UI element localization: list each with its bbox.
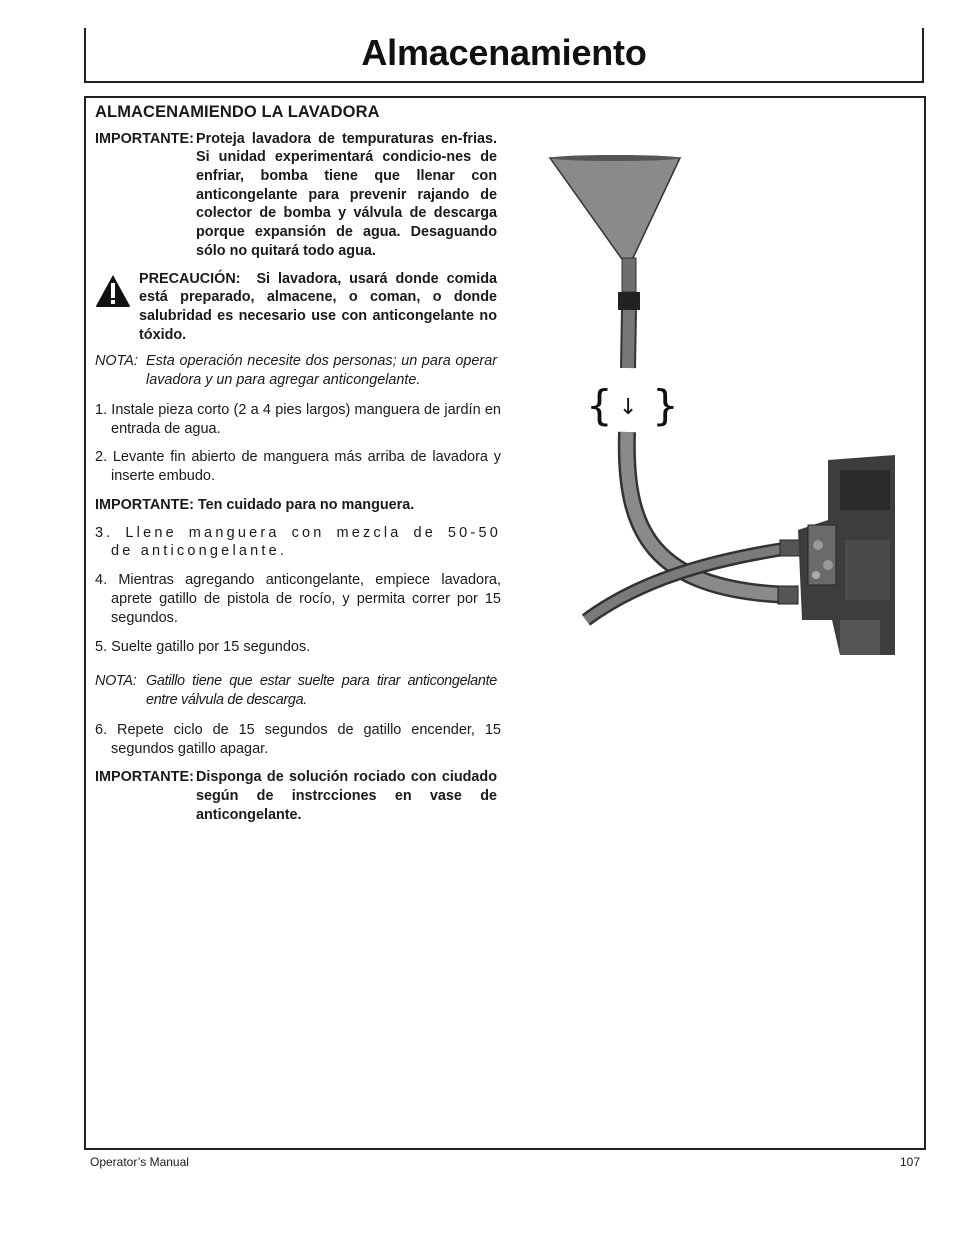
- step-5: 5. Suelte gatillo por 15 segundos.: [95, 638, 311, 655]
- note-2: [95, 672, 497, 709]
- important-text: Proteja lavadora de tempuraturas en-frias. Si unidad experimentará condicio-nes de enfriar, bomba tiene que llenar con anticongelante para prevenir rajando de colector de bomba y válvula de descarga porque expansión de agua. Desaguando sólo no quitará todo agua.: [196, 130, 497, 259]
- important-notice-3: [95, 768, 497, 824]
- header-box: [84, 28, 924, 83]
- important-text: Ten cuidado para no manguera.: [197, 496, 415, 513]
- note-text: Gatillo tiene que estar suelte para tirar anticongelante entre válvula de descarga.: [146, 673, 497, 709]
- funnel-hose-illustration: [540, 150, 900, 660]
- important-notice-1: [95, 130, 497, 261]
- note-label: NOTA:: [95, 353, 138, 370]
- important-label: IMPORTANTE:: [95, 769, 194, 786]
- step-3: 3. Llene manguera con mezcla de 50-50 de anticongelante.: [95, 524, 501, 560]
- step-2: 2. Levante fin abierto de manguera más arriba de lavadora y inserte embudo.: [95, 449, 501, 485]
- important-notice-2: [95, 496, 497, 515]
- page-number: 107: [899, 1155, 920, 1169]
- important-label: IMPORTANTE:: [95, 496, 194, 513]
- svg-text:↓: ↓: [619, 395, 638, 420]
- caution-text-block: [139, 270, 497, 345]
- step-4: 4. Mientras agregando anticongelante, empiece lavadora, aprete gatillo de pistola de rocío, y permita correr por 15 segundos.: [95, 572, 501, 626]
- caution-label: PRECAUCIÓN:: [139, 270, 241, 287]
- svg-text:}: }: [652, 381, 679, 430]
- warning-triangle-icon: [95, 270, 139, 345]
- footer-manual-label: Operator’s Manual: [90, 1155, 189, 1169]
- step-1: 1. Instale pieza corto (2 a 4 pies largos) manguera de jardín en entrada de agua.: [95, 401, 501, 437]
- step-6: 6. Repete ciclo de 15 segundos de gatillo encender, 15 segundos gatillo apagar.: [95, 721, 501, 757]
- note-1: [95, 352, 497, 389]
- note-label: NOTA:: [95, 673, 137, 690]
- note-text: Esta operación necesite dos personas; un para operar lavadora y un para agregar anticongelante.: [146, 353, 497, 389]
- caution-block: [95, 270, 497, 345]
- content-column: [95, 103, 501, 834]
- caution-text: Si lavadora, usará donde comida está preparado, almacene, o coman, o donde salubridad es necesario use con anticongelante no tóxido.: [139, 270, 497, 343]
- important-label: IMPORTANTE:: [95, 130, 194, 147]
- page-title: Almacenamiento: [361, 32, 647, 73]
- important-text: Disponga de solución rociado con ciudado según de instrcciones en vase de anticongelante.: [196, 769, 497, 823]
- section-heading: ALMACENAMIENDO LA LAVADORA: [95, 103, 380, 121]
- break-symbol: {: [586, 381, 613, 430]
